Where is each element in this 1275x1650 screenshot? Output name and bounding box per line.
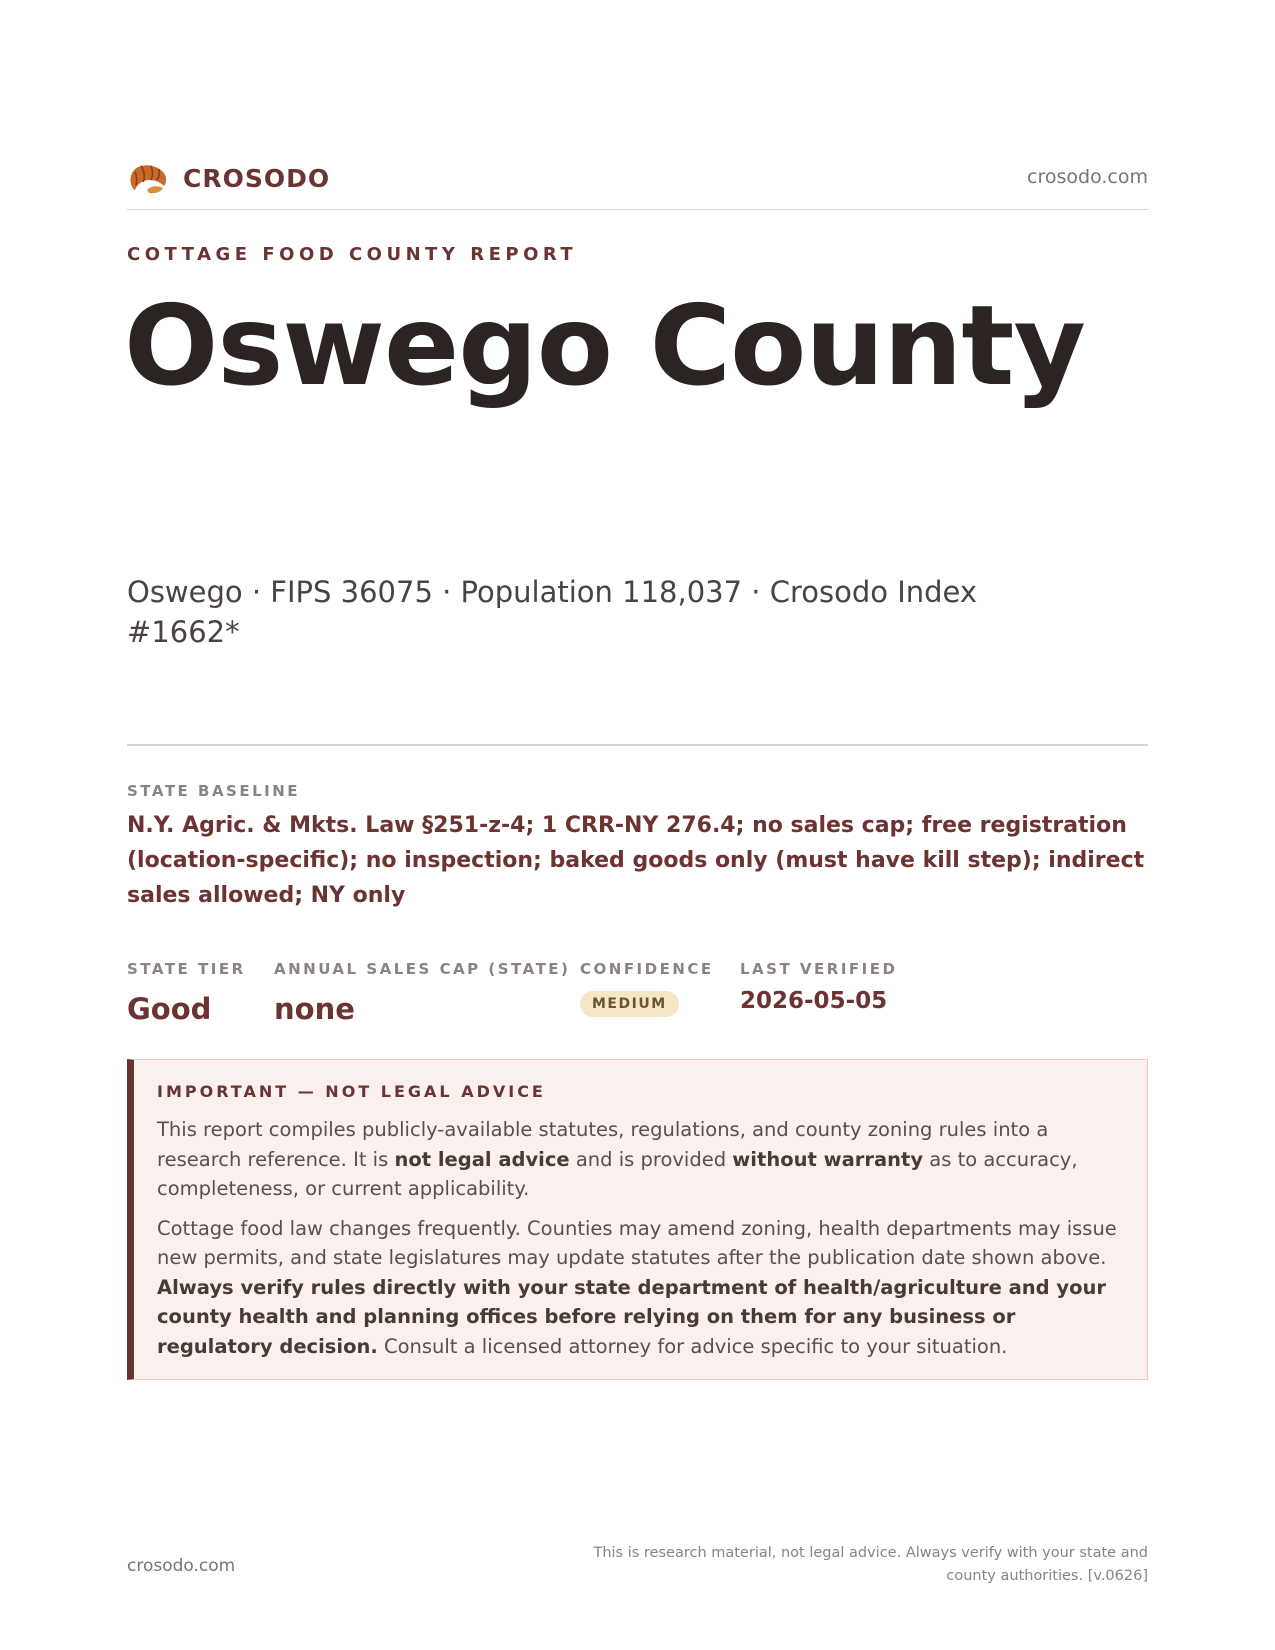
footer-disclaimer: This is research material, not legal advice. Always verify with your state and county authorities. [v.0626]: [593, 1545, 1148, 1584]
footer-url-link[interactable]: crosodo.com: [127, 1556, 236, 1576]
page-header: [127, 158, 1148, 210]
stat-confidence: [580, 960, 714, 1017]
site-url-link[interactable]: crosodo.com: [1027, 166, 1148, 188]
stat-tier-label: STATE TIER: [127, 960, 246, 978]
section-divider: [127, 744, 1148, 746]
notice-text: and is provided: [569, 1147, 733, 1171]
notice-text: Consult a licensed attorney for advice specific to your situation.: [377, 1334, 1008, 1358]
notice-paragraph-2: [157, 1214, 1121, 1362]
page-title: Oswego County: [124, 282, 1085, 411]
brand[interactable]: [127, 158, 330, 198]
brand-name: CROSODO: [183, 163, 331, 193]
stat-verified-label: LAST VERIFIED: [740, 960, 898, 978]
baseline-text: N.Y. Agric. & Mkts. Law §251-z-4; 1 CRR-NY 276.4; no sales cap; free registration (location-specific); no inspection; baked goods only (must have kill step); indirect sales allowed; NY only: [127, 813, 1145, 908]
notice-emphasis: not legal advice: [394, 1147, 570, 1171]
baseline-label: STATE BASELINE: [127, 782, 301, 800]
notice-title: IMPORTANT — NOT LEGAL ADVICE: [157, 1082, 546, 1101]
legal-notice: [127, 1059, 1148, 1380]
stat-confidence-label: CONFIDENCE: [580, 960, 714, 978]
notice-text: as to accuracy, completeness, or current applicability.: [157, 1147, 1078, 1200]
notice-text: This report compiles publicly-available statutes, regulations, and county zoning rules into a research reference. It is: [157, 1118, 1049, 1171]
confidence-badge: MEDIUM: [580, 991, 679, 1017]
notice-emphasis: without warranty: [732, 1147, 924, 1171]
stat-cap-label: ANNUAL SALES CAP (STATE): [274, 960, 571, 978]
notice-emphasis: Always verify rules directly with your state department of health/agriculture and your county health and planning offices before relying on them for any business or regulatory decision.: [157, 1275, 1107, 1358]
report-kicker: COTTAGE FOOD COUNTY REPORT: [127, 244, 578, 265]
stat-tier: [127, 960, 246, 1026]
stat-tier-value: Good: [127, 992, 212, 1026]
stat-verified-value: 2026-05-05: [740, 988, 888, 1014]
stat-sales-cap: [274, 960, 570, 1026]
county-subline: Oswego · FIPS 36075 · Population 118,037 · Crosodo Index #1662*: [127, 575, 978, 649]
notice-text: Cottage food law changes frequently. Counties may amend zoning, health departments may issue new permits, and state legislatures may update statutes after the publication date shown above.: [157, 1216, 1117, 1269]
stat-last-verified: [740, 960, 897, 1014]
croissant-icon: [127, 158, 169, 198]
notice-paragraph-1: [157, 1115, 1121, 1204]
stat-cap-value: none: [274, 992, 355, 1026]
